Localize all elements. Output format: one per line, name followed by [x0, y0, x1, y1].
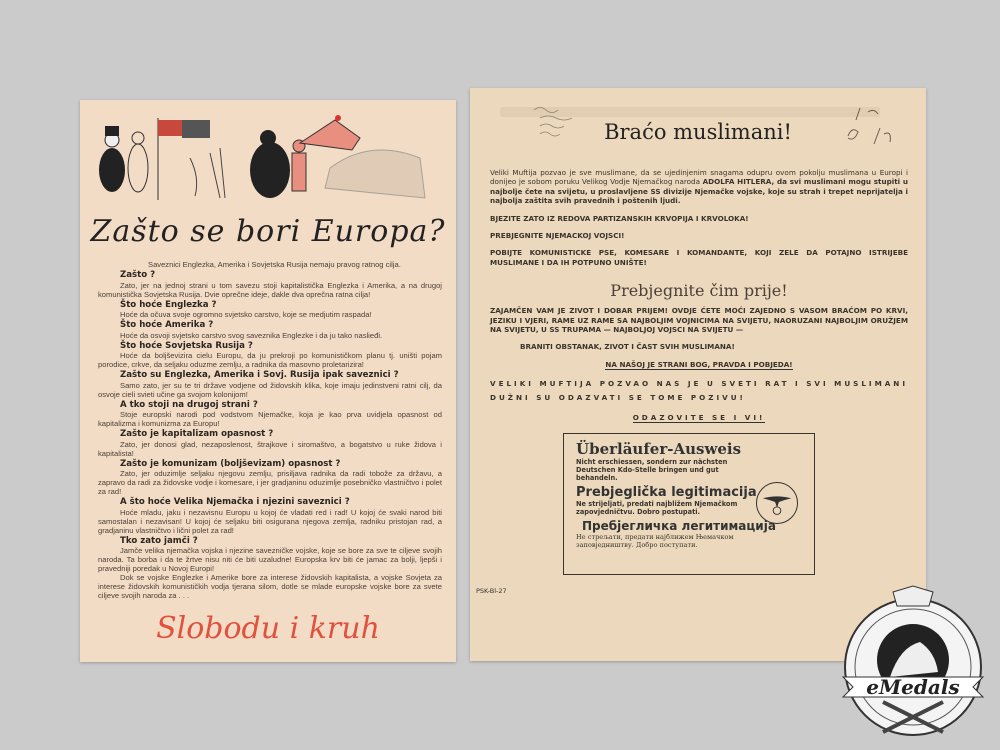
leaflet-right	[470, 88, 926, 661]
leaflet-title: Zašto se bori Europa?	[90, 214, 446, 249]
question-heading: Tko zato jamči ?	[120, 535, 198, 546]
paragraph-4: POBIJTE KOMUNISTICKE PSE, KOMESARE I KOMANDANTE, KOJI ZELE DA POTAJNO ISTRIJEBE MUSLIMANE I DA IH POTPUNO UNIŠTE!	[490, 248, 908, 267]
paragraph-2: BJEZITE ZATO IZ REDOVA PARTIZANSKIH KRVOPIJA I KRVOLOKA!	[490, 213, 749, 223]
question-heading: Zašto je komunizam (boljševizam) opasnost ?	[120, 458, 341, 469]
answer-text: Zato, jer donosi glad, nezaposlenost, štrajkove i siromaštvo, a bogatstvo u ruke židova i kapitalista!	[98, 439, 442, 458]
pass-title-german: Überläufer-Ausweis	[576, 439, 742, 458]
question-heading: Zašto je kapitalizam opasnost ?	[120, 429, 274, 439]
question-heading: Zašto ?	[120, 270, 156, 280]
answer-text: Stoje europski narodi pod vodstvom Njemačke, koja je kao prva uvidjela opasnost od kapitalizma i komunizma za Europu!	[98, 410, 442, 428]
logo-brand: eMedals	[866, 675, 960, 699]
propaganda-cartoon	[90, 108, 446, 208]
answer-text: Hoće mladu, jaku i nezavisnu Europu u kojoj će vladati red i rad! U kojoj će svaki narod biti samostalan i nezavisan! U kojoj će seljaku biti osigurana njegova zemlja, radniku pristojan rad, a gradjaninu vlastničtvo i lični polet za rad!	[98, 507, 442, 535]
answer-text: Hoće da osvoji svjetsko carstvo svog saveznika Englezke i da ju tako naslieđi.	[120, 330, 383, 340]
answer-text: Hoće da boljševizira cielu Europu, da ju prekroji po komunističkom planu tj. uništi pojam porodice, crkve, da seljaku oduzme zemlju, a radnika da masovno proletarizira!	[98, 351, 442, 369]
answer-text: Zato, jer oduzimlje seljaku njegovu zemlju, prisiljava radnika da radi tobože za državu, a zapravo da radi za židovske vodje i komesare, i jer gradjaninu oduzimlje posebničko vlastničtvo i polet za rad!	[98, 469, 442, 496]
paragraph-3: PREBJEGNITE NJEMACKOJ VOJSCI!	[490, 231, 625, 241]
question-heading: A tko stoji na drugoj strani ?	[120, 399, 258, 410]
answer-text: Samo zato, jer su te tri države vodjene od židovskih klika, koje imaju jedinstveni ratni cilj, da osvoje cieli svieti učine ga svojom kolonijom!	[98, 380, 442, 399]
defector-pass	[563, 433, 815, 575]
answer-text: Zato, jer na jednoj strani u tom savezu stoji kapitalistička Englezka i Amerika, a na drugoj komunistička Sovjetska Rusija. Dvie oprečne ideje, dakle dva oprečna ratna cilja!	[98, 280, 442, 299]
pass-text-croatian: Ne strijeljati, predati najbližem Njemačkom zapovjedničtvu. Dobro postupati.	[576, 499, 738, 516]
question-heading: A što hoće Velika Njemačka i njezini saveznici ?	[120, 497, 350, 507]
handwritten-note	[532, 104, 582, 140]
pass-text-serbian: Не стрељати, предати најближем Њемачком заповједништву. Добро поступати.	[576, 532, 734, 549]
leaflet-code: PSK-Bl-27	[476, 586, 507, 595]
answer-text: Hoće da očuva svoje ogromno svjetsko carstvo, koje se medjutim raspada!	[120, 310, 372, 319]
pass-title-croatian: Prebjeglička legitimacija	[576, 484, 757, 500]
paragraph-1: Veliki Muftija pozvao je sve muslimane, da se ujedinjenim snagama odupru ovom pokolju muslimana u Europi i donijeo je sobom poruku Velikog Vodje Njemačkog naroda	[490, 168, 908, 187]
slogan: Slobodu i kruh	[156, 611, 380, 646]
paragraph-5: ZAJAMČEN VAM JE ZIVOT I DOBAR PRIJEM! OVDJE ĆETE MOĆI ZAJEDNO S VASOM BRAĆOM PO KRVI, JEZIKU I VJERI, RAME UZ RAME SA NAJBOLJIM VOJNICIMA NA SVIJETU, NAORUZANI NAJBOLJIM ORUŽJEM NA SVIJETU, U SS TRUPAMA — NAJBOLJOJ VOJSCI NA SVIJETU —	[490, 306, 908, 335]
pass-title-serbian: Пребјегличка легитимација	[582, 518, 776, 533]
intro-text: Saveznici Englezka, Amerika i Sovjetska Rusija nemaju pravog ratnog cilja.	[148, 260, 401, 269]
closing-text: Dok se vojske Englezke i Amerike bore za interese židovskih kapitalista, a vojske Sovjeta za interese židovskih komunističkih vodja tjerana silom, dotle se mlade europske vojske bore za svete ciljeve svojih naroda za . . .	[98, 573, 442, 600]
paragraph-9: ODAZOVITE SE I VI!	[632, 413, 766, 423]
subtitle: Prebjegnite čim prije!	[610, 281, 788, 301]
paragraph-7: NA NAŠOJ JE STRANI BOG, PRAVDA I POBJEDA!	[605, 359, 793, 369]
leaflet-body	[490, 168, 908, 423]
paragraph-1-bold: ADOLFA HITLERA, da svi muslimani mogu stupiti u najbolje čete na svijetu, u proslavljene SS divizije Njemačke vojske, koje su strah i trepet neprijatelja i najbolja zaštita svih pravednih i poštenih ljudi.	[490, 177, 908, 206]
question-heading: Što hoće Englezka ?	[120, 299, 217, 310]
leaflet-left	[80, 100, 456, 662]
paragraph-8: VELIKI MUFTIJA POZVAO NAS JE U SVETI RAT I SVI MUSLIMANI DUŽNI SU ODAZVATI SE TOME POZIVU!	[490, 379, 908, 403]
question-heading: Što hoće Sovjetska Rusija ?	[120, 340, 253, 351]
pass-text-german: Nicht erschiessen, sondern zur nächsten Deutschen Kdo-Stelle bringen und gut behandeln.	[576, 457, 728, 482]
handwritten-mark	[840, 106, 910, 146]
eagle-emblem-icon	[756, 482, 798, 524]
leaflet-body	[98, 260, 442, 600]
answer-text: Jamče velika njemačka vojska i njezine savezničke vojske, koje se bore za sve te ciljeve svojih naroda. Ta borba i da te žrtve nisu niti će biti uzaludne! Europska krv biti će jamac za bolji, ljepši i pravedniji poredak u Novoj Europi!	[98, 546, 442, 573]
leaflet-title: Braćo muslimani!	[604, 120, 792, 144]
question-heading: Što hoće Amerika ?	[120, 320, 214, 330]
emedals-logo	[838, 582, 988, 742]
question-heading: Zašto su Englezka, Amerika i Sovj. Rusija ipak saveznici ?	[120, 370, 399, 380]
paragraph-6: BRANITI OBSTANAK, ZIVOT I ČAST SVIH MUSLIMANA!	[520, 342, 735, 352]
